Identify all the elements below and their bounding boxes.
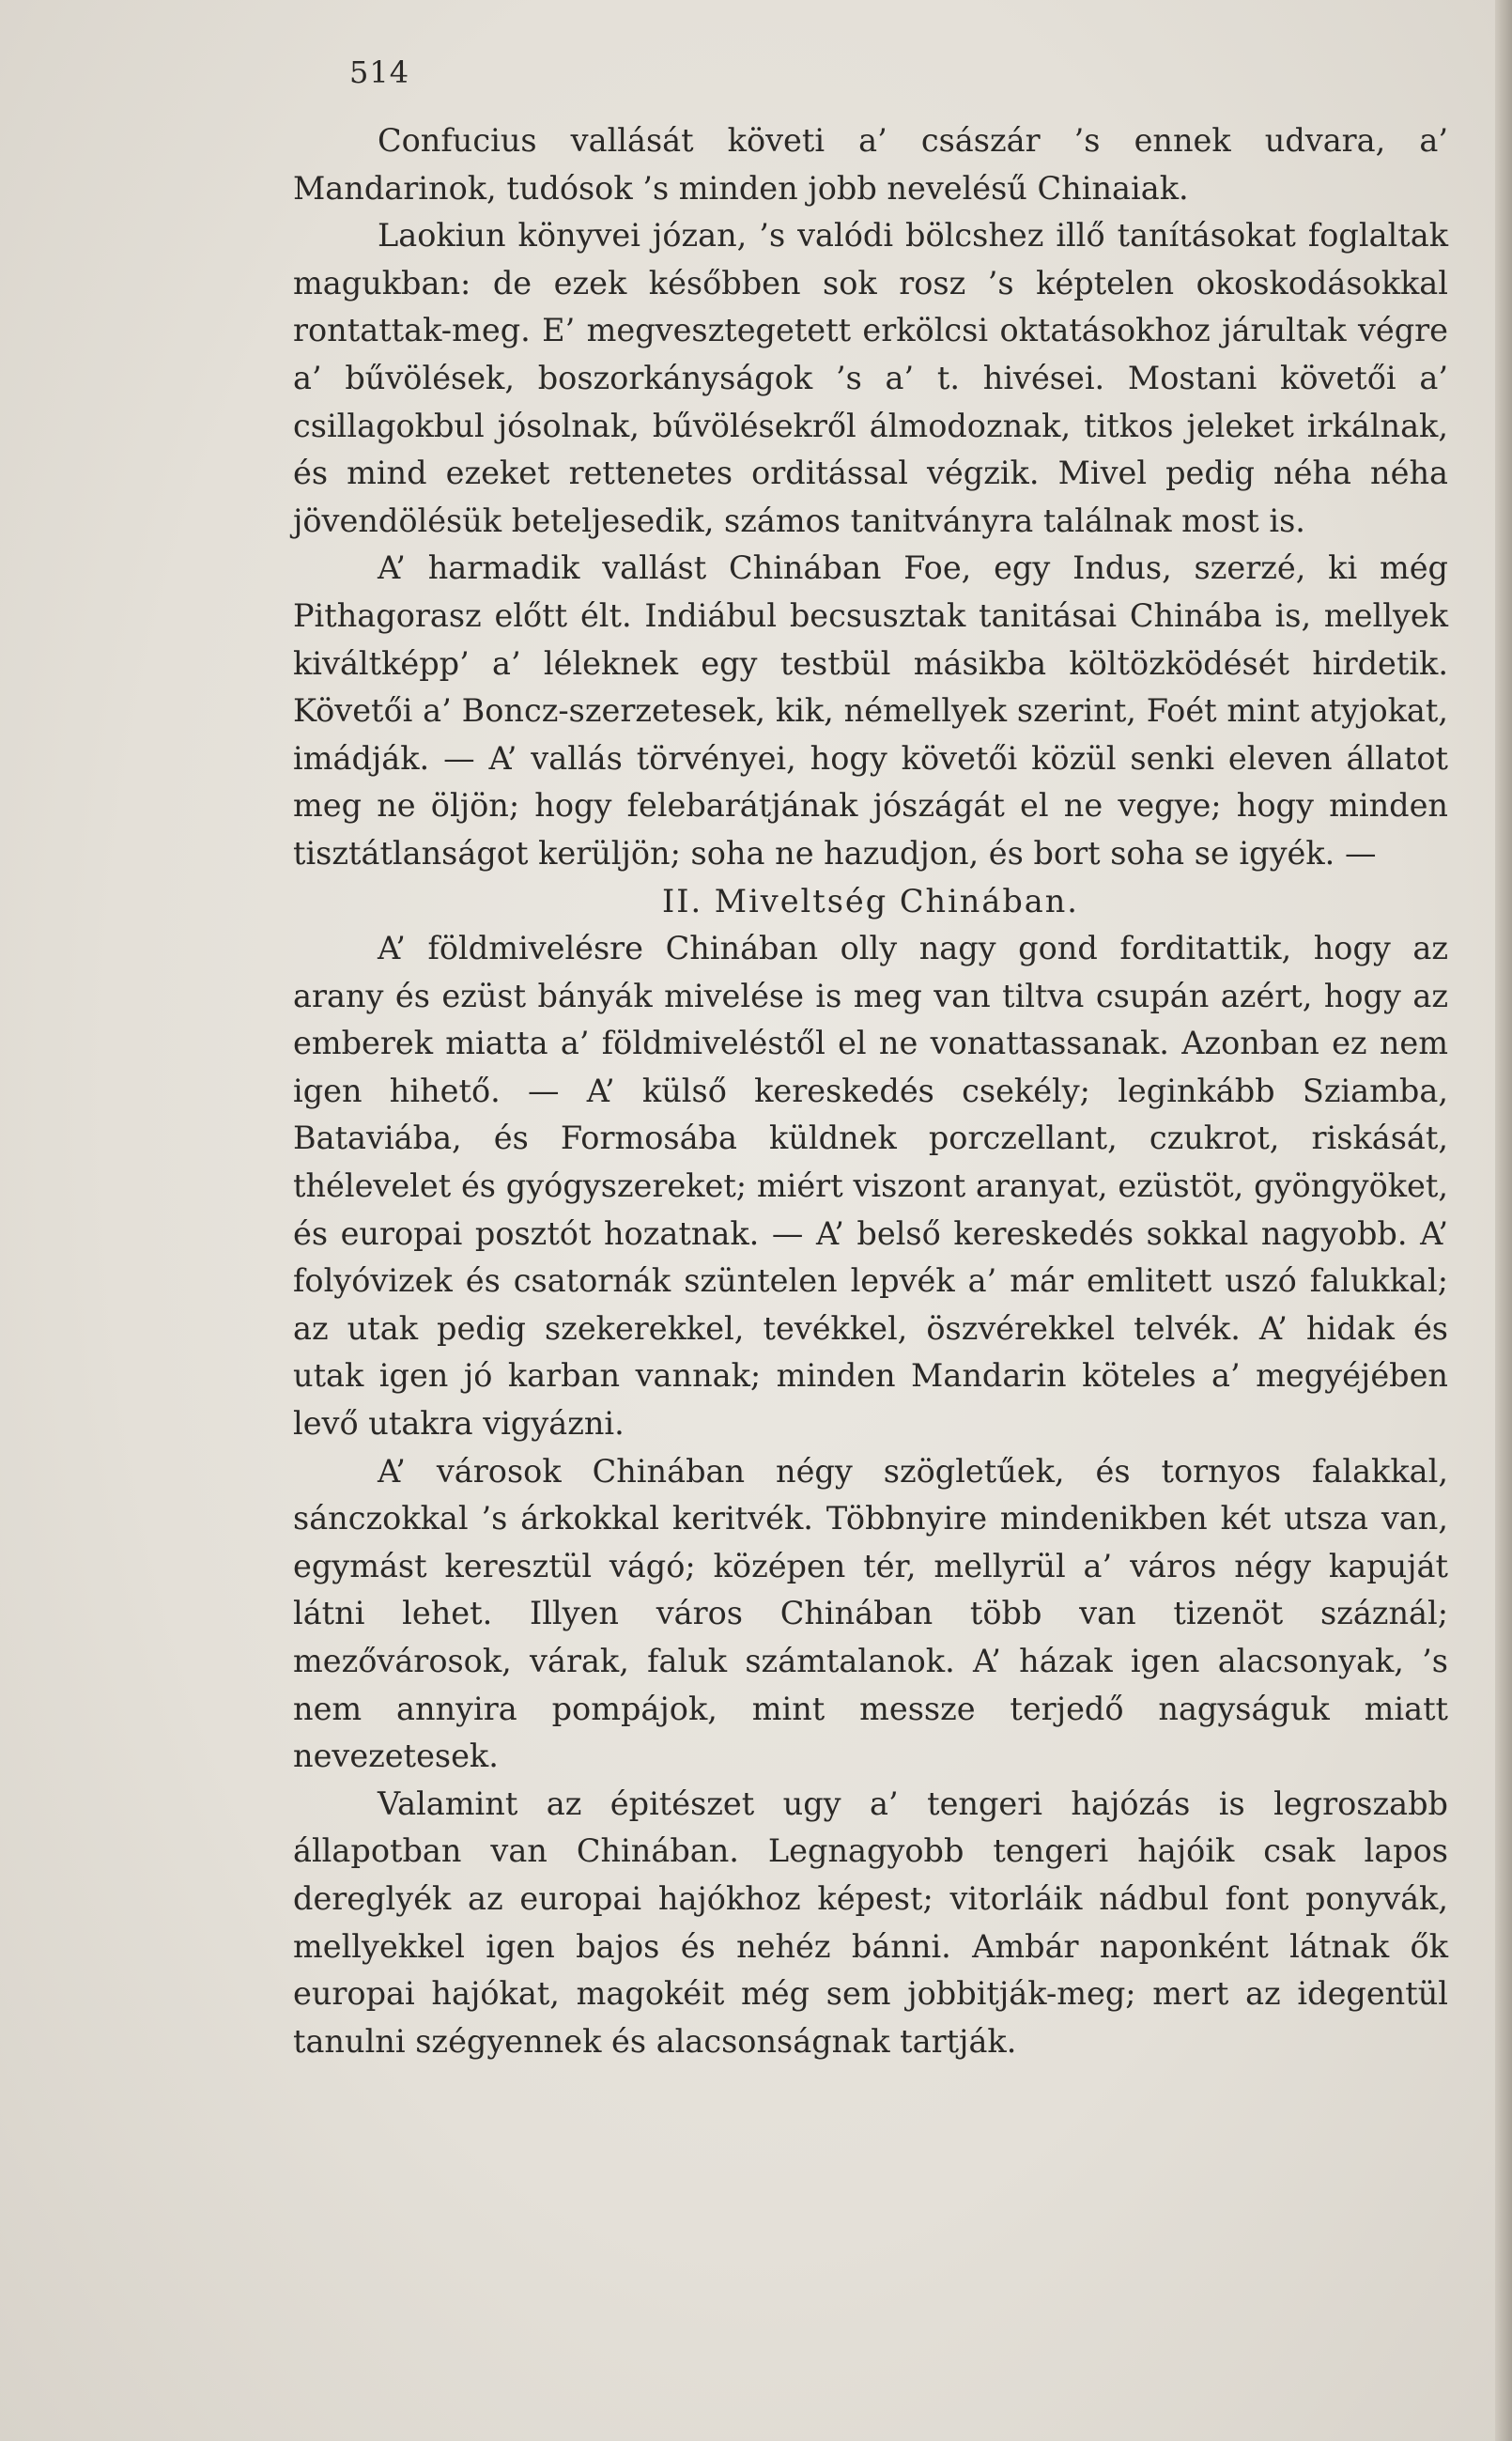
paragraph-foe: A’ harmadik vallást Chinában Foe, egy Indus, szerzé, ki még Pithagorasz előtt élt. Indiábul becsusztak tanitásai Chinába is, mellyek kiváltképp’ a’ léleknek egy testbül másikba költözködését hirdetik. Követői a’ Boncz-szerzetesek, kik, némellyek szerint, Foét mint atyjokat, imádják. — A’ vallás törvényei, hogy követői közül senki eleven állatot meg ne öljön; hogy felebarátjának jószágát el ne vegye; hogy minden tisztátlanságot kerüljön; soha ne hazudjon, és bort soha se igyék. — [293, 549, 1448, 872]
paragraph-shipping: Valamint az épitészet ugy a’ tengeri hajózás is legroszabb állapotban van Chinában. Legnagyobb tengeri hajóik csak lapos dereglyék az europai hajókhoz képest; vitorláik nádbul font ponyvák, mellyekkel igen bajos és nehéz bánni. Ambár naponként látnak ők europai hajókat, magokéit még sem jobbitják-meg; mert az idegentül tanulni szégyennek és alacsonságnak tartják. [293, 1784, 1448, 2060]
paragraph-cities: A’ városok Chinában négy szögletűek, és tornyos falakkal, sánczokkal ’s árkokkal keritvék. Többnyire mindenikben két utsza van, egymást keresztül vágó; középen tér, mellyrül a’ város négy kapuját látni lehet. Illyen város Chinában több van tizenöt száznál; mezővárosok, várak, faluk számtalanok. A’ házak igen alacsonyak, ’s nem annyira pompájok, mint messze terjedő nagyságuk miatt nevezetesek. [293, 1452, 1448, 1775]
page-number: 514 [349, 54, 410, 90]
paragraph-laokiun: Laokiun könyvei józan, ’s valódi bölcshez illő tanításokat foglaltak magukban: de ezek későbben sok rosz ’s képtelen okoskodásokkal rontattak-meg. E’ megvesztegetett erkölcsi oktatásokhoz járultak végre a’ bűvölések, boszorkányságok ’s a’ t. hivései. Mostani követői a’ csillagokbul jósolnak, bűvölésekről álmodoznak, titkos jeleket irkálnak, és mind ezeket rettenetes orditással végzik. Mivel pedig néha néha jövendölésük beteljesedik, számos tanitványra találnak most is. [293, 217, 1448, 539]
section-heading: II. Miveltség Chinában. [662, 882, 1079, 919]
page-edge [1495, 0, 1512, 2441]
page-text [293, 117, 1448, 2065]
paragraph-confucius: Confucius vallását követi a’ császár ’s ennek udvara, a’ Mandarinok, tudósok ’s minden jobb nevelésű Chinaiak. [293, 122, 1448, 207]
paragraph-agriculture-trade: A’ földmivelésre Chinában olly nagy gond forditattik, hogy az arany és ezüst bányák mivelése is meg van tiltva csupán azért, hogy az emberek miatta a’ földmiveléstől el ne vonattassanak. Azonban ez nem igen hihető. — A’ külső kereskedés csekély; leginkább Sziamba, Bataviába, és Formosába küldnek porczellant, czukrot, riskását, thélevelet és gyógyszereket; miért viszont aranyat, ezüstöt, gyöngyöket, és europai posztót hozatnak. — A’ belső kereskedés sokkal nagyobb. A’ folyóvizek és csatornák szüntelen lepvék a’ már emlitett uszó falukkal; az utak pedig szekerekkel, tevékkel, öszvérekkel telvék. A’ hidak és utak igen jó karban vannak; minden Mandarin köteles a’ megyéjében levő utakra vigyázni. [293, 930, 1448, 1443]
